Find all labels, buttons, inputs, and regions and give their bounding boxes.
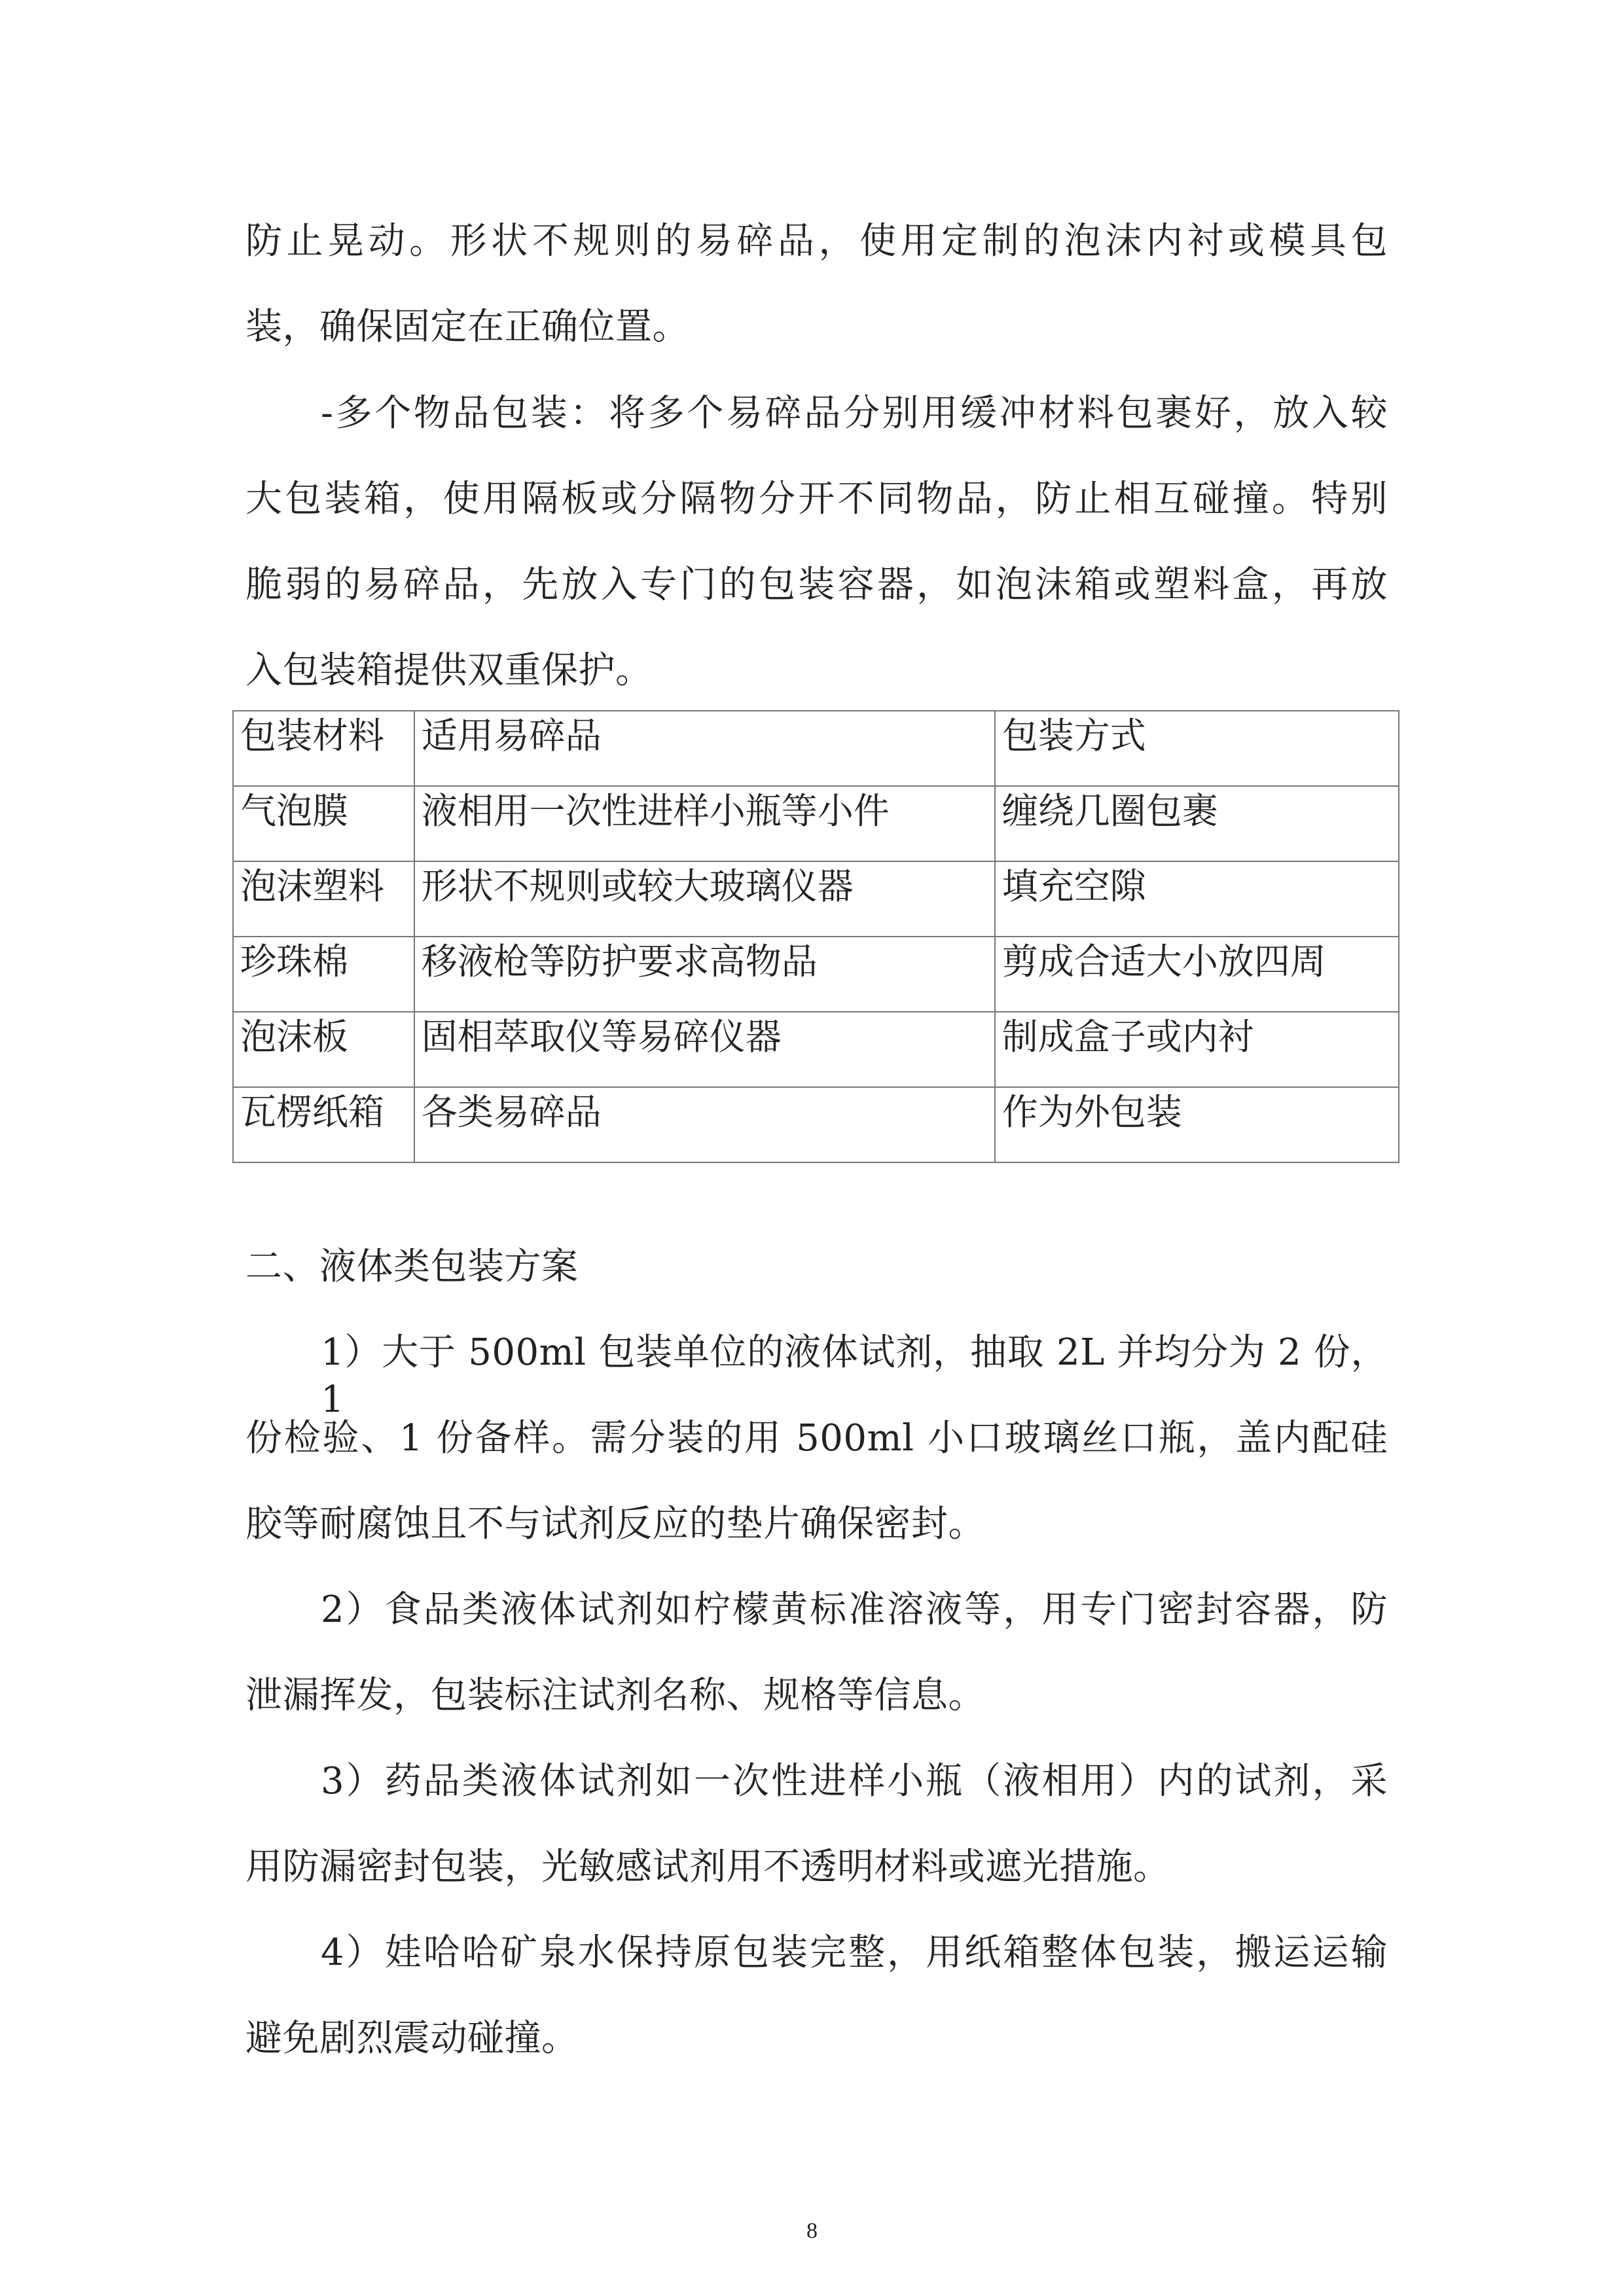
table-cell: 各类易碎品	[414, 1087, 995, 1162]
table-cell: 形状不规则或较大玻璃仪器	[414, 861, 995, 937]
paragraph-line: 防止晃动。形状不规则的易碎品，使用定制的泡沫内衬或模具包	[245, 220, 1388, 262]
table-row	[233, 1087, 1399, 1162]
paragraph-line: 避免剧烈震动碰撞。	[245, 2017, 579, 2060]
paragraph-line: 用防漏密封包装，光敏感试剂用不透明材料或遮光措施。	[245, 1846, 1170, 1888]
paragraph-line: 份检验、1 份备样。需分装的用 500ml 小口玻璃丝口瓶，盖内配硅	[245, 1417, 1388, 1460]
paragraph-line: 入包装箱提供双重保护。	[245, 649, 653, 692]
paragraph-line: 胶等耐腐蚀且不与试剂反应的垫片确保密封。	[245, 1503, 985, 1545]
table-cell: 固相萃取仪等易碎仪器	[414, 1012, 995, 1087]
table-cell: 填充空隙	[995, 861, 1399, 937]
table-cell: 剪成合适大小放四周	[995, 937, 1399, 1012]
table-cell: 泡沫塑料	[233, 861, 414, 937]
table-header-cell: 包装材料	[233, 711, 414, 786]
table-row	[233, 1012, 1399, 1087]
paragraph-line: 泄漏挥发，包装标注试剂名称、规格等信息。	[245, 1674, 985, 1717]
table-cell: 移液枪等防护要求高物品	[414, 937, 995, 1012]
packaging-materials-table	[232, 710, 1399, 1163]
paragraph-line: 3）药品类液体试剂如一次性进样小瓶（液相用）内的试剂，采	[321, 1760, 1388, 1803]
table-cell: 缠绕几圈包裹	[995, 786, 1399, 861]
table-cell: 珍珠棉	[233, 937, 414, 1012]
paragraph-line: 装，确保固定在正确位置。	[245, 306, 689, 348]
table-row	[233, 937, 1399, 1012]
table-cell: 气泡膜	[233, 786, 414, 861]
table-cell: 液相用一次性进样小瓶等小件	[414, 786, 995, 861]
table-row	[233, 786, 1399, 861]
page-number: 8	[806, 2219, 818, 2243]
table-cell: 泡沫板	[233, 1012, 414, 1087]
table-header-cell: 包装方式	[995, 711, 1399, 786]
table-cell: 制成盒子或内衬	[995, 1012, 1399, 1087]
paragraph-line: 脆弱的易碎品，先放入专门的包装容器，如泡沫箱或塑料盒，再放	[245, 564, 1388, 606]
paragraph-line: 1）大于 500ml 包装单位的液体试剂，抽取 2L 并均分为 2 份，1	[321, 1331, 1388, 1421]
paragraph-line: -多个物品包装：将多个易碎品分别用缓冲材料包裹好，放入较	[321, 392, 1388, 435]
table-header-row	[233, 711, 1399, 786]
table-header-cell: 适用易碎品	[414, 711, 995, 786]
paragraph-line: 大包装箱，使用隔板或分隔物分开不同物品，防止相互碰撞。特别	[245, 478, 1388, 520]
paragraph-line: 4）娃哈哈矿泉水保持原包装完整，用纸箱整体包装，搬运运输	[321, 1931, 1388, 1974]
table-row	[233, 861, 1399, 937]
table-cell: 作为外包装	[995, 1087, 1399, 1162]
section-heading: 二、液体类包装方案	[245, 1246, 579, 1288]
table-cell: 瓦楞纸箱	[233, 1087, 414, 1162]
paragraph-line: 2）食品类液体试剂如柠檬黄标准溶液等，用专门密封容器，防	[321, 1588, 1388, 1631]
